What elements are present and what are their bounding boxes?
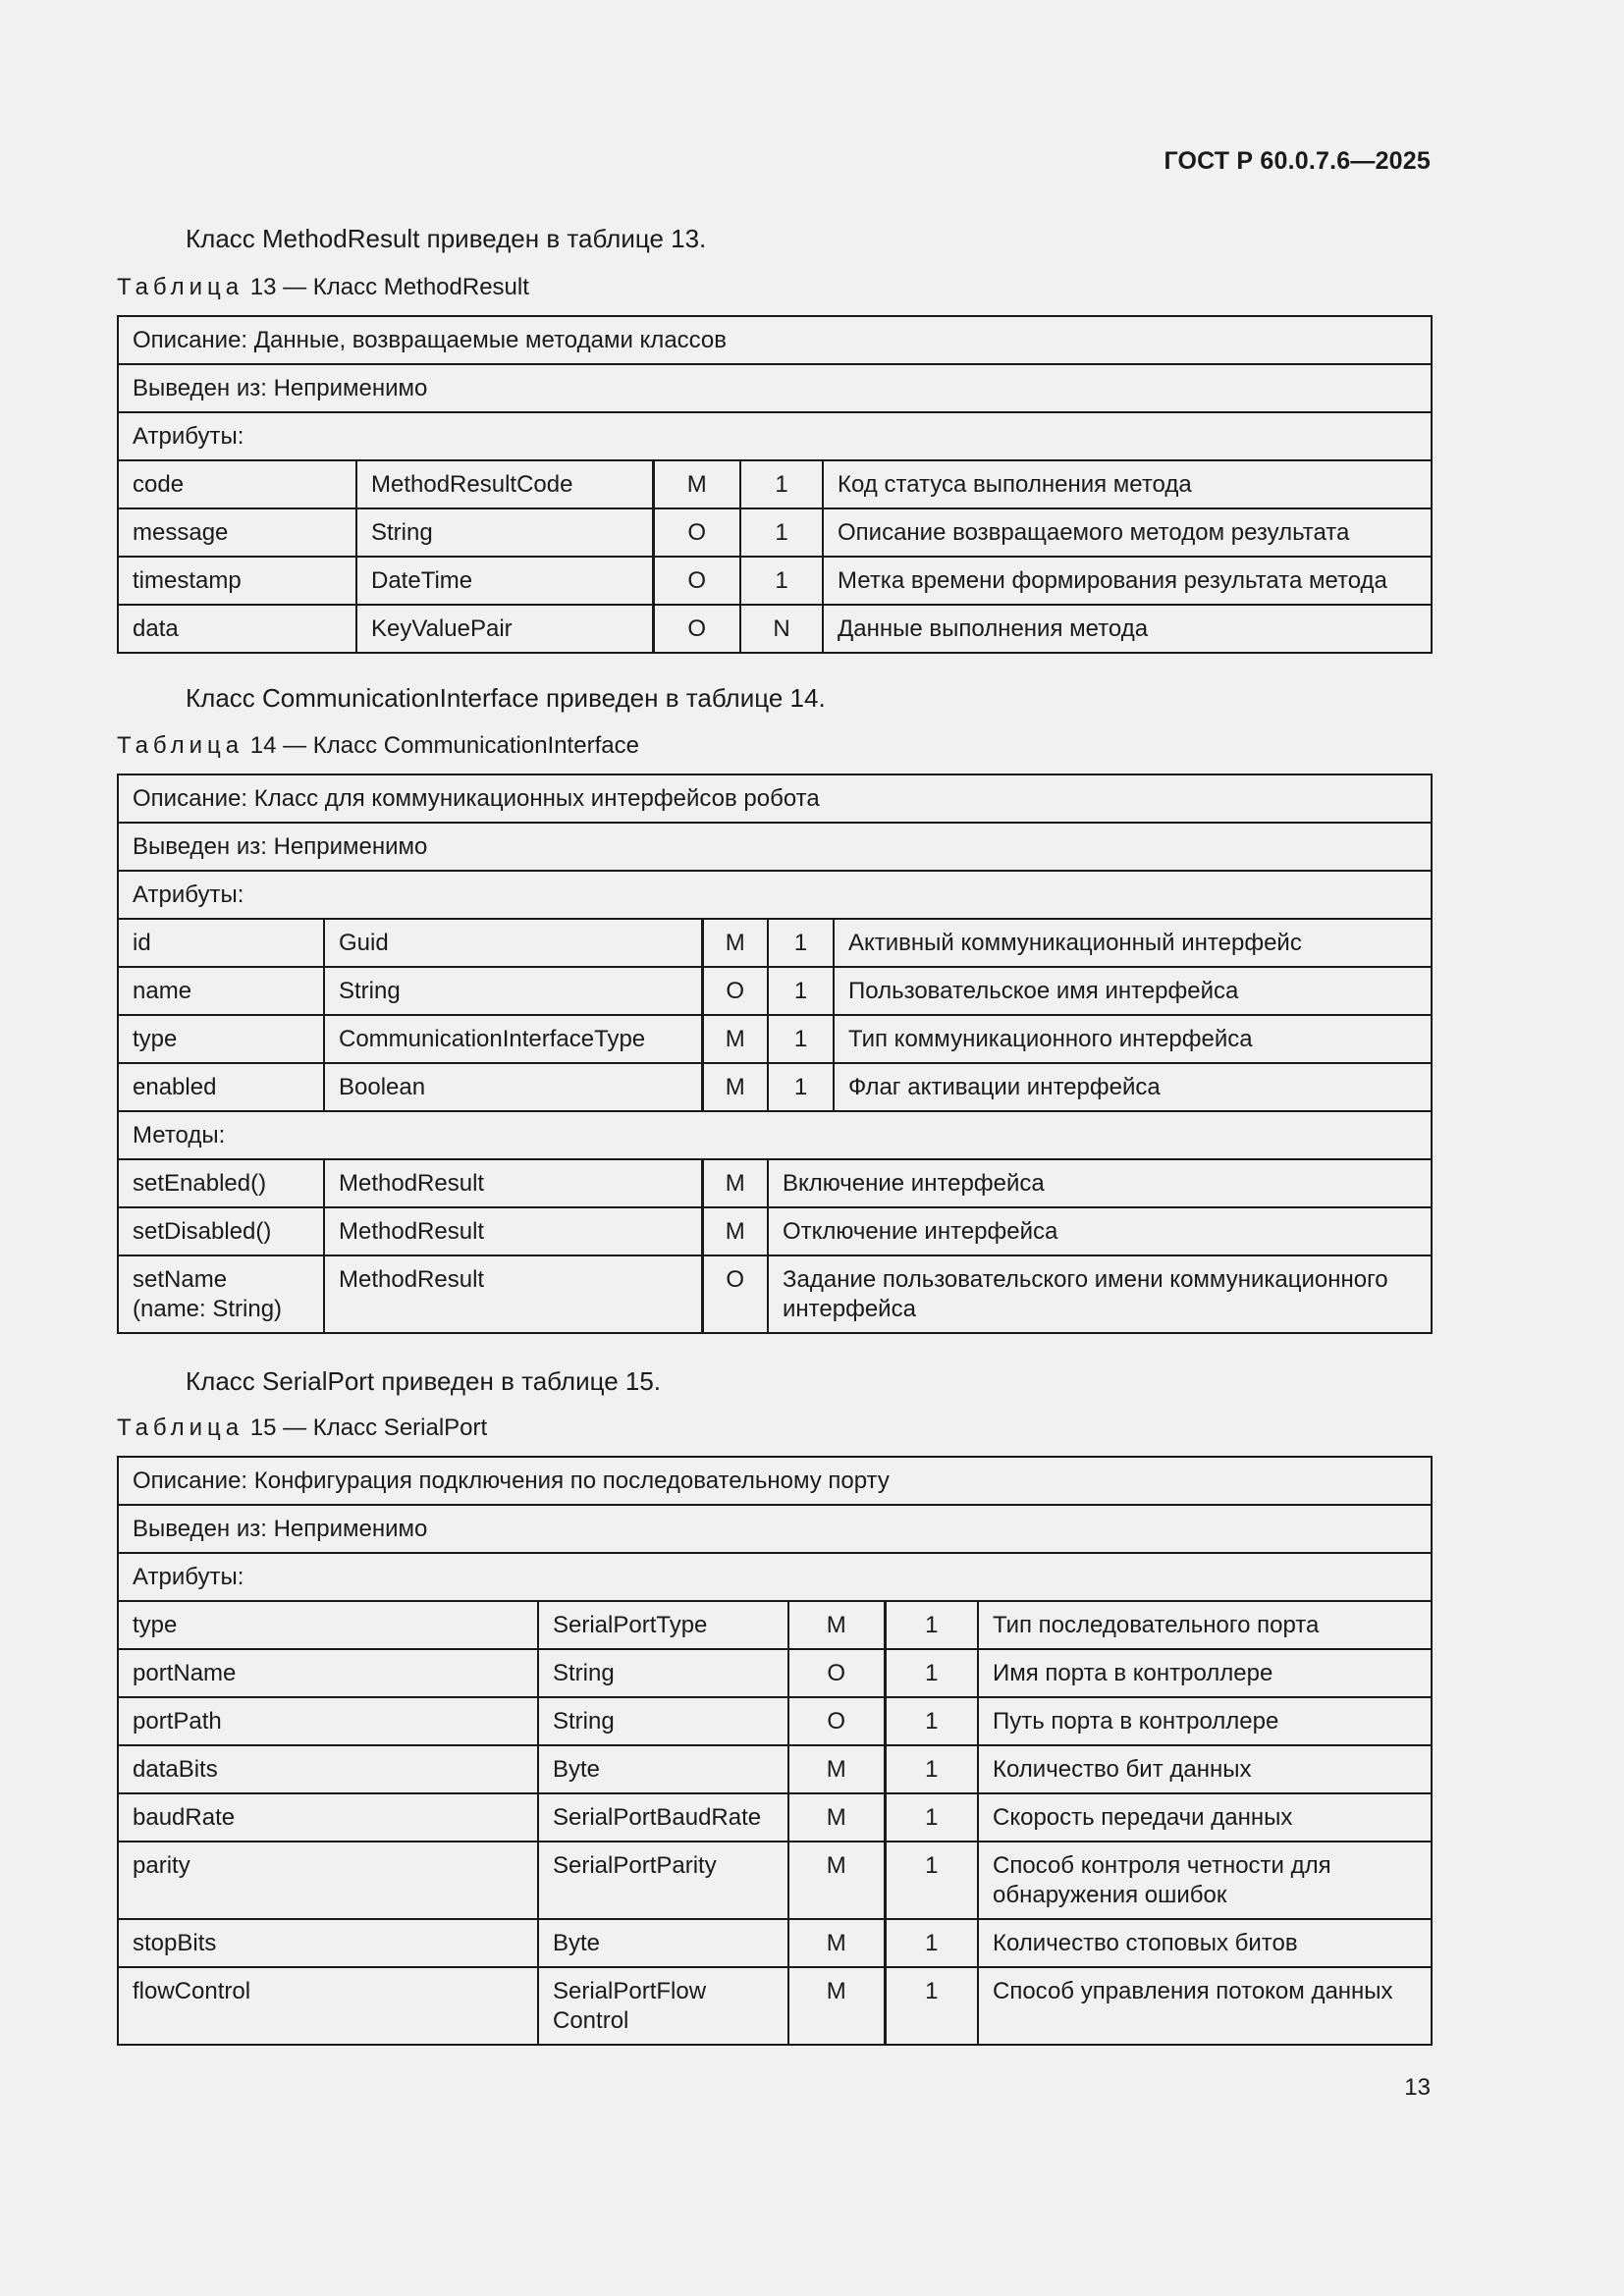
derived-row: [118, 1505, 1432, 1553]
attribute-multiplicity-cell: 1: [885, 1745, 978, 1793]
attribute-multiplicity-cell: N: [740, 605, 823, 653]
attribute-obligation-cell: M: [702, 1063, 768, 1111]
attribute-obligation-cell: O: [788, 1697, 885, 1745]
derived-cell: Выведен из: Неприменимо: [118, 823, 1432, 871]
page-number: 13: [1404, 2074, 1431, 2101]
attribute-type-cell: SerialPortParity: [538, 1842, 788, 1919]
attribute-description-cell: Скорость передачи данных: [978, 1793, 1432, 1842]
method-description-cell: Включение интерфейса: [768, 1159, 1432, 1207]
attribute-obligation-cell: M: [788, 1745, 885, 1793]
attribute-row: [118, 967, 1432, 1015]
attribute-description-cell: Описание возвращаемого методом результата: [823, 508, 1432, 557]
attribute-multiplicity-cell: 1: [885, 1649, 978, 1697]
attribute-multiplicity-cell: 1: [768, 1015, 834, 1063]
attribute-obligation-cell: O: [788, 1649, 885, 1697]
description-row: [118, 774, 1432, 823]
attribute-name-cell: portName: [118, 1649, 538, 1697]
attribute-type-cell: DateTime: [356, 557, 653, 605]
attributes-label: Атрибуты:: [118, 871, 1432, 919]
attribute-row: [118, 1697, 1432, 1745]
attribute-type-cell: String: [356, 508, 653, 557]
document-code: ГОСТ Р 60.0.7.6—2025: [1164, 147, 1431, 175]
attribute-type-cell: Boolean: [324, 1063, 702, 1111]
method-name-cell: setDisabled(): [118, 1207, 324, 1255]
description-row: [118, 316, 1432, 364]
attribute-description-cell: Флаг активации интерфейса: [834, 1063, 1432, 1111]
method-obligation-cell: M: [702, 1159, 768, 1207]
attribute-type-cell: SerialPortBaudRate: [538, 1793, 788, 1842]
method-row: [118, 1255, 1432, 1333]
table-15-caption: [117, 1415, 487, 1442]
method-return-type-cell: MethodResult: [324, 1159, 702, 1207]
method-row: [118, 1159, 1432, 1207]
attribute-name-cell: type: [118, 1601, 538, 1649]
attributes-header-row: [118, 1553, 1432, 1601]
derived-cell: Выведен из: Неприменимо: [118, 1505, 1432, 1553]
attribute-obligation-cell: M: [702, 1015, 768, 1063]
attribute-row: [118, 605, 1432, 653]
attribute-description-cell: Имя порта в контроллере: [978, 1649, 1432, 1697]
attribute-multiplicity-cell: 1: [885, 1919, 978, 1967]
attribute-obligation-cell: M: [788, 1793, 885, 1842]
attribute-row: [118, 1063, 1432, 1111]
attribute-row: [118, 919, 1432, 967]
attribute-row: [118, 1015, 1432, 1063]
attribute-multiplicity-cell: 1: [740, 460, 823, 508]
derived-row: [118, 823, 1432, 871]
attributes-label: Атрибуты:: [118, 1553, 1432, 1601]
attribute-type-cell: String: [324, 967, 702, 1015]
attributes-header-row: [118, 412, 1432, 460]
attribute-obligation-cell: O: [653, 508, 740, 557]
attribute-row: [118, 1842, 1432, 1919]
caption-prefix: Таблица: [117, 1415, 244, 1441]
attribute-description-cell: Метка времени формирования результата метода: [823, 557, 1432, 605]
attribute-description-cell: Способ контроля четности для обнаружения ошибок: [978, 1842, 1432, 1919]
attribute-type-cell: Byte: [538, 1745, 788, 1793]
attribute-name-cell: stopBits: [118, 1919, 538, 1967]
attribute-multiplicity-cell: 1: [885, 1601, 978, 1649]
attribute-type-cell: String: [538, 1649, 788, 1697]
attribute-name-cell: enabled: [118, 1063, 324, 1111]
method-return-type-cell: MethodResult: [324, 1255, 702, 1333]
attribute-name-cell: id: [118, 919, 324, 967]
method-description-cell: Задание пользовательского имени коммуникационного интерфейса: [768, 1255, 1432, 1333]
attribute-row: [118, 1745, 1432, 1793]
attribute-multiplicity-cell: 1: [740, 557, 823, 605]
attribute-obligation-cell: O: [653, 605, 740, 653]
attribute-description-cell: Тип последовательного порта: [978, 1601, 1432, 1649]
attribute-name-cell: code: [118, 460, 356, 508]
attribute-description-cell: Тип коммуникационного интерфейса: [834, 1015, 1432, 1063]
derived-row: [118, 364, 1432, 412]
attribute-description-cell: Количество стоповых битов: [978, 1919, 1432, 1967]
attribute-multiplicity-cell: 1: [885, 1793, 978, 1842]
method-return-type-cell: MethodResult: [324, 1207, 702, 1255]
attribute-multiplicity-cell: 1: [768, 919, 834, 967]
attribute-row: [118, 508, 1432, 557]
attribute-obligation-cell: O: [702, 967, 768, 1015]
attribute-type-cell: KeyValuePair: [356, 605, 653, 653]
caption-title: 15 — Класс SerialPort: [244, 1415, 488, 1441]
attribute-description-cell: Код статуса выполнения метода: [823, 460, 1432, 508]
table-14: [117, 774, 1433, 1334]
attribute-multiplicity-cell: 1: [768, 1063, 834, 1111]
methods-label: Методы:: [118, 1111, 1432, 1159]
description-row: [118, 1457, 1432, 1505]
method-description-cell: Отключение интерфейса: [768, 1207, 1432, 1255]
method-name-cell: setEnabled(): [118, 1159, 324, 1207]
attribute-obligation-cell: M: [653, 460, 740, 508]
attribute-name-cell: flowControl: [118, 1967, 538, 2045]
attribute-name-cell: timestamp: [118, 557, 356, 605]
attribute-type-cell: Guid: [324, 919, 702, 967]
attribute-obligation-cell: M: [788, 1601, 885, 1649]
table-13-intro: Класс MethodResult приведен в таблице 13.: [186, 224, 707, 253]
attribute-name-cell: portPath: [118, 1697, 538, 1745]
attribute-type-cell: CommunicationInterfaceType: [324, 1015, 702, 1063]
caption-title: 13 — Класс MethodResult: [244, 274, 529, 300]
attribute-type-cell: SerialPortFlow Control: [538, 1967, 788, 2045]
attribute-description-cell: Пользовательское имя интерфейса: [834, 967, 1432, 1015]
attribute-row: [118, 1967, 1432, 2045]
attribute-multiplicity-cell: 1: [768, 967, 834, 1015]
attribute-obligation-cell: M: [702, 919, 768, 967]
attribute-type-cell: MethodResultCode: [356, 460, 653, 508]
attribute-name-cell: type: [118, 1015, 324, 1063]
attribute-description-cell: Активный коммуникационный интерфейс: [834, 919, 1432, 967]
table-14-caption: [117, 732, 639, 760]
table-13: [117, 315, 1433, 654]
methods-header-row: [118, 1111, 1432, 1159]
attribute-description-cell: Количество бит данных: [978, 1745, 1432, 1793]
attribute-type-cell: SerialPortType: [538, 1601, 788, 1649]
caption-prefix: Таблица: [117, 732, 244, 759]
attribute-name-cell: data: [118, 605, 356, 653]
attribute-row: [118, 460, 1432, 508]
attribute-obligation-cell: M: [788, 1919, 885, 1967]
description-cell: Описание: Конфигурация подключения по последовательному порту: [118, 1457, 1432, 1505]
attribute-name-cell: parity: [118, 1842, 538, 1919]
attribute-multiplicity-cell: 1: [740, 508, 823, 557]
attribute-name-cell: message: [118, 508, 356, 557]
method-obligation-cell: O: [702, 1255, 768, 1333]
attribute-obligation-cell: M: [788, 1967, 885, 2045]
table-15-intro: Класс SerialPort приведен в таблице 15.: [186, 1366, 662, 1396]
description-cell: Описание: Данные, возвращаемые методами классов: [118, 316, 1432, 364]
attribute-multiplicity-cell: 1: [885, 1967, 978, 2045]
description-cell: Описание: Класс для коммуникационных интерфейсов робота: [118, 774, 1432, 823]
attribute-type-cell: Byte: [538, 1919, 788, 1967]
method-name-cell: setName (name: String): [118, 1255, 324, 1333]
attribute-multiplicity-cell: 1: [885, 1842, 978, 1919]
method-row: [118, 1207, 1432, 1255]
table-15: [117, 1456, 1433, 2046]
table-14-intro: Класс CommunicationInterface приведен в таблице 14.: [186, 683, 826, 713]
attributes-label: Атрибуты:: [118, 412, 1432, 460]
caption-title: 14 — Класс CommunicationInterface: [244, 732, 639, 759]
attribute-description-cell: Способ управления потоком данных: [978, 1967, 1432, 2045]
attribute-obligation-cell: O: [653, 557, 740, 605]
attribute-row: [118, 1649, 1432, 1697]
caption-prefix: Таблица: [117, 274, 244, 300]
attribute-row: [118, 1601, 1432, 1649]
derived-cell: Выведен из: Неприменимо: [118, 364, 1432, 412]
attributes-header-row: [118, 871, 1432, 919]
attribute-type-cell: String: [538, 1697, 788, 1745]
attribute-multiplicity-cell: 1: [885, 1697, 978, 1745]
attribute-name-cell: name: [118, 967, 324, 1015]
attribute-name-cell: dataBits: [118, 1745, 538, 1793]
attribute-description-cell: Данные выполнения метода: [823, 605, 1432, 653]
attribute-name-cell: baudRate: [118, 1793, 538, 1842]
attribute-description-cell: Путь порта в контроллере: [978, 1697, 1432, 1745]
method-obligation-cell: M: [702, 1207, 768, 1255]
attribute-row: [118, 1919, 1432, 1967]
attribute-obligation-cell: M: [788, 1842, 885, 1919]
table-13-caption: [117, 274, 529, 301]
attribute-row: [118, 557, 1432, 605]
attribute-row: [118, 1793, 1432, 1842]
